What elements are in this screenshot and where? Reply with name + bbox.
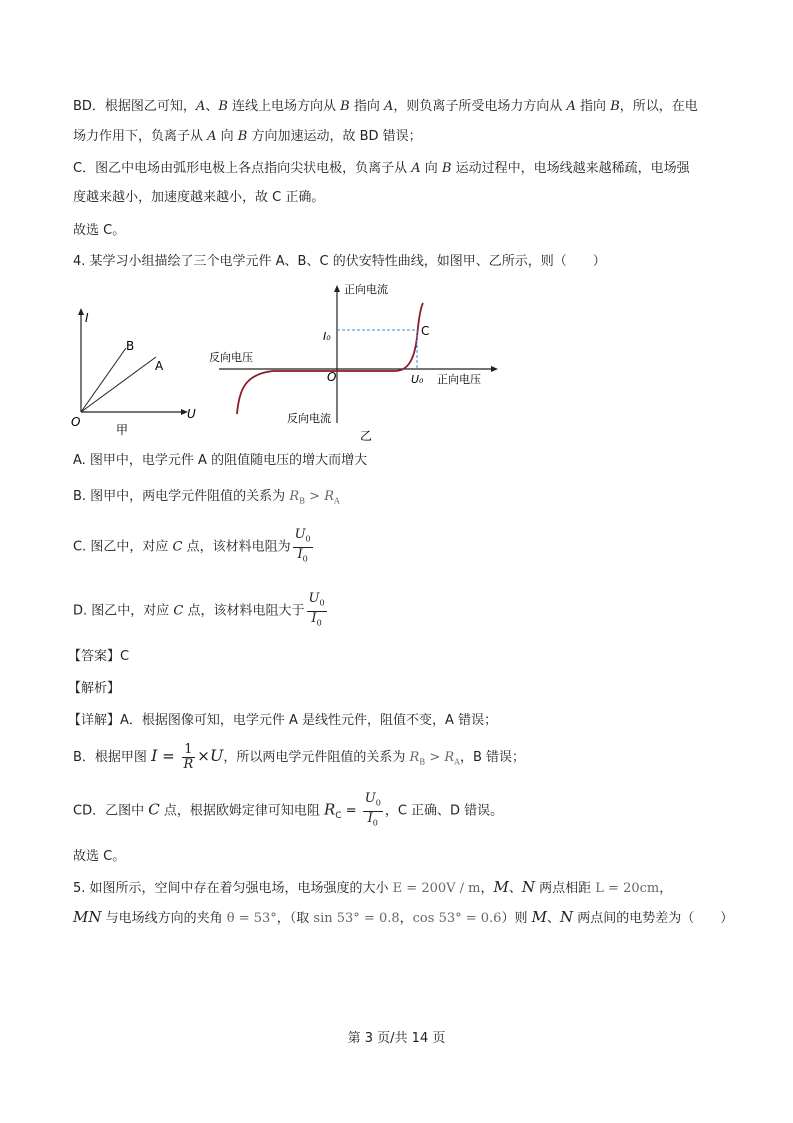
sub: A (333, 496, 340, 506)
sub: C (335, 811, 342, 822)
q4-stem: 4. 某学习小组描绘了三个电学元件 A、B、C 的伏安特性曲线，如图甲、乙所示，则（ ） (73, 254, 606, 269)
sin-value: sin 53° = 0.8 (313, 911, 400, 926)
var: A (411, 161, 421, 176)
op: > (425, 750, 445, 765)
text: 点，根据欧姆定律可知电阻 (159, 803, 324, 819)
var: N (521, 878, 536, 896)
text: ， (399, 911, 413, 926)
yi-u0-label: U₀ (411, 373, 424, 386)
var: I (311, 610, 317, 626)
sub: A (454, 757, 460, 767)
sub: 0 (302, 554, 308, 564)
jia-line-a (81, 357, 156, 412)
text: 点，该材料电阻大于 (183, 603, 305, 619)
q5-line1 (73, 878, 672, 898)
var: C (148, 800, 160, 819)
solution-bd-line1 (73, 98, 698, 116)
var: C (173, 603, 184, 619)
text: ，则负离子所受电场力方向从 (393, 99, 567, 114)
jia-axis-u-label: U (187, 407, 196, 421)
fraction-u0-i0 (363, 792, 383, 830)
numerator (307, 592, 327, 612)
var: M (493, 878, 509, 896)
var: N (559, 908, 574, 926)
text: CD．乙图中 (73, 803, 149, 819)
text: 指向 (349, 99, 384, 114)
var: C (172, 539, 183, 555)
text: C. 图乙中，对应 (73, 539, 173, 555)
yi-caption: 乙 (360, 429, 373, 443)
yi-rev-voltage-label: 反向电压 (209, 351, 253, 364)
yi-i0-label: I₀ (323, 330, 331, 343)
text: 场力作用下，负离子从 (73, 129, 208, 144)
text: 点，该材料电阻为 (182, 539, 291, 555)
numerator (363, 792, 383, 812)
text: 、 (546, 911, 560, 926)
var: MN (73, 908, 102, 926)
op: = (341, 803, 361, 819)
q4-analysis-heading: 【解析】 (68, 681, 121, 696)
q4-detail-cd (73, 792, 503, 831)
yi-rev-current-label: 反向电流 (287, 412, 331, 425)
distance: L = 20cm (595, 881, 660, 896)
page-footer: 第 3 页/共 14 页 (347, 1031, 446, 1046)
q4-option-d (73, 592, 329, 630)
cos-value: cos 53° = 0.6 (412, 911, 502, 926)
text: 、 (508, 881, 522, 896)
fraction-u0-i0 (307, 592, 327, 630)
text: D. 图乙中，对应 (73, 603, 174, 619)
sub: B (419, 757, 426, 767)
var: A (566, 99, 576, 114)
var: B (610, 99, 620, 114)
q4-option-a: A. 图甲中，电学元件 A 的阻值随电压的增大而增大 (73, 453, 368, 468)
resistance-relation (410, 750, 460, 765)
var: U (294, 527, 306, 542)
text: 连线上电场方向从 (227, 99, 341, 114)
sub: 0 (316, 618, 322, 628)
numerator (293, 528, 313, 548)
jia-line-b-label: B (126, 339, 135, 353)
text: 运动过程中，电场线越来越稀疏，电场强 (451, 161, 690, 176)
q4-detail-a: 【详解】A．根据图像可知，电学元件 A 是线性元件，阻值不变，A 错误； (68, 713, 498, 728)
angle: θ = 53° (226, 911, 277, 926)
yi-fwd-voltage-label: 正向电压 (437, 373, 481, 386)
op: × (197, 747, 210, 765)
denominator (309, 612, 323, 631)
var: B (441, 161, 452, 176)
yi-voltage-arrow (491, 366, 498, 372)
q4-option-c (73, 528, 315, 566)
text: ，所以两电学元件阻值的关系为 (223, 750, 410, 765)
fraction-1-r (182, 743, 196, 772)
text: 与电场线方向的夹角 (101, 911, 227, 926)
op: > (305, 489, 325, 504)
text: BD．根据图乙可知， (73, 99, 196, 114)
var: B (237, 129, 248, 144)
var: I (367, 810, 373, 826)
var: A (384, 99, 394, 114)
jia-origin-label: O (71, 415, 81, 429)
var: U (308, 591, 320, 606)
var: A (207, 129, 217, 144)
q4-answer: 【答案】C (68, 649, 130, 664)
solution-choice: 故选 C。 (73, 223, 126, 238)
yi-current-arrow (334, 285, 340, 292)
var: R (409, 750, 420, 765)
yi-iv-curve (237, 303, 423, 414)
denominator (295, 548, 309, 567)
q5-line2 (73, 908, 733, 928)
text: 方向加速运动，故 BD 错误； (247, 129, 422, 144)
jia-line-a-label: A (155, 359, 164, 373)
q4-choice: 故选 C。 (73, 849, 126, 864)
solution-c-line2: 度越来越小，加速度越来越小，故 C 正确。 (73, 190, 325, 205)
var: B (340, 99, 350, 114)
sub: 0 (319, 598, 325, 608)
text: ，（取 (276, 911, 314, 926)
text: 向 (216, 129, 238, 144)
var: B (218, 99, 228, 114)
text: 5. 如图所示，空间中存在着匀强电场，电场强度的大小 (73, 881, 393, 896)
text: ）则 (501, 911, 532, 926)
jia-line-b (81, 348, 126, 412)
var: A (195, 99, 206, 114)
yi-origin-label: O (327, 370, 337, 384)
text: ，所以，在电 (619, 99, 698, 114)
solution-c-line1 (73, 160, 690, 178)
var: R (444, 750, 455, 765)
numerator: 1 (184, 742, 193, 757)
denominator: R (183, 757, 194, 772)
text: 两点间的电势差为（ ） (573, 911, 734, 926)
var: I (151, 746, 158, 765)
var: M (531, 908, 547, 926)
text: C．图乙中电场由弧形电极上各点指向尖状电极，负离子从 (73, 161, 412, 176)
var: U (364, 791, 376, 806)
text: 指向 (575, 99, 611, 114)
solution-bd-line2 (73, 128, 422, 146)
text: ，B 错误； (459, 750, 525, 765)
text: B. 图甲中，两电学元件阻值的关系为 (73, 489, 290, 504)
var: R (324, 489, 334, 504)
text: ， (480, 881, 494, 896)
fraction-u0-i0 (293, 528, 313, 566)
jia-i-arrow (78, 308, 84, 315)
sub: 0 (375, 798, 381, 808)
q4-option-b (73, 488, 340, 511)
figure-yi (205, 275, 505, 445)
yi-fwd-current-label: 正向电流 (344, 283, 388, 296)
q4-detail-b (73, 741, 525, 778)
jia-caption: 甲 (116, 423, 129, 437)
text: B．根据甲图 (73, 750, 152, 765)
resistance-relation (289, 489, 339, 504)
text: 向 (420, 161, 442, 176)
text: 两点相距 (535, 881, 596, 896)
op: = (157, 747, 180, 765)
text: ， (659, 881, 673, 896)
sub: 0 (372, 818, 378, 828)
var: R (323, 800, 336, 819)
var: I (297, 546, 303, 562)
yi-point-c-label: C (421, 324, 430, 338)
denominator (366, 812, 380, 831)
var: U (209, 746, 224, 765)
jia-axis-i-label: I (85, 311, 89, 325)
var: R (289, 489, 300, 504)
figure-jia (68, 300, 203, 440)
text: ，C 正确、D 错误。 (384, 803, 504, 819)
sub: B (299, 496, 306, 506)
sub: 0 (305, 534, 311, 544)
text: 、 (205, 99, 219, 114)
field-strength: E = 200V / m (392, 881, 481, 896)
